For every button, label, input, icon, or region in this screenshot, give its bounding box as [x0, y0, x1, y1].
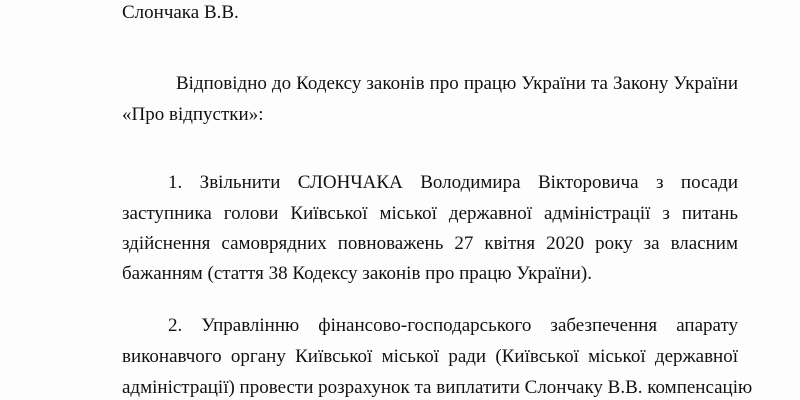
item-2-line-3: адміністрації) провести розрахунок та виплатити Слончаку В.В. компенсацію [122, 377, 753, 398]
item-1-line-2: заступника голови Київської міської державної адміністрації з питань [122, 203, 738, 224]
preamble-line-1: Відповідно до Кодексу законів про працю України та Закону України [176, 73, 738, 94]
item-2-line-1: 2. Управлінню фінансово-господарського забезпечення апарату [168, 315, 738, 336]
addressee-line: Слончака В.В. [122, 2, 239, 23]
item-1-line-4: бажанням (стаття 38 Кодексу законів про працю України). [122, 263, 592, 284]
item-1-line-1: 1. Звільнити СЛОНЧАКА Володимира Вікторовича з посади [168, 172, 738, 193]
preamble-line-2: «Про відпустки»: [122, 104, 264, 125]
item-1-line-3: здійснення самоврядних повноважень 27 квітня 2020 року за власним [122, 233, 738, 254]
item-2-line-2: виконавчого органу Київської міської ради (Київської міської державної [122, 346, 738, 367]
